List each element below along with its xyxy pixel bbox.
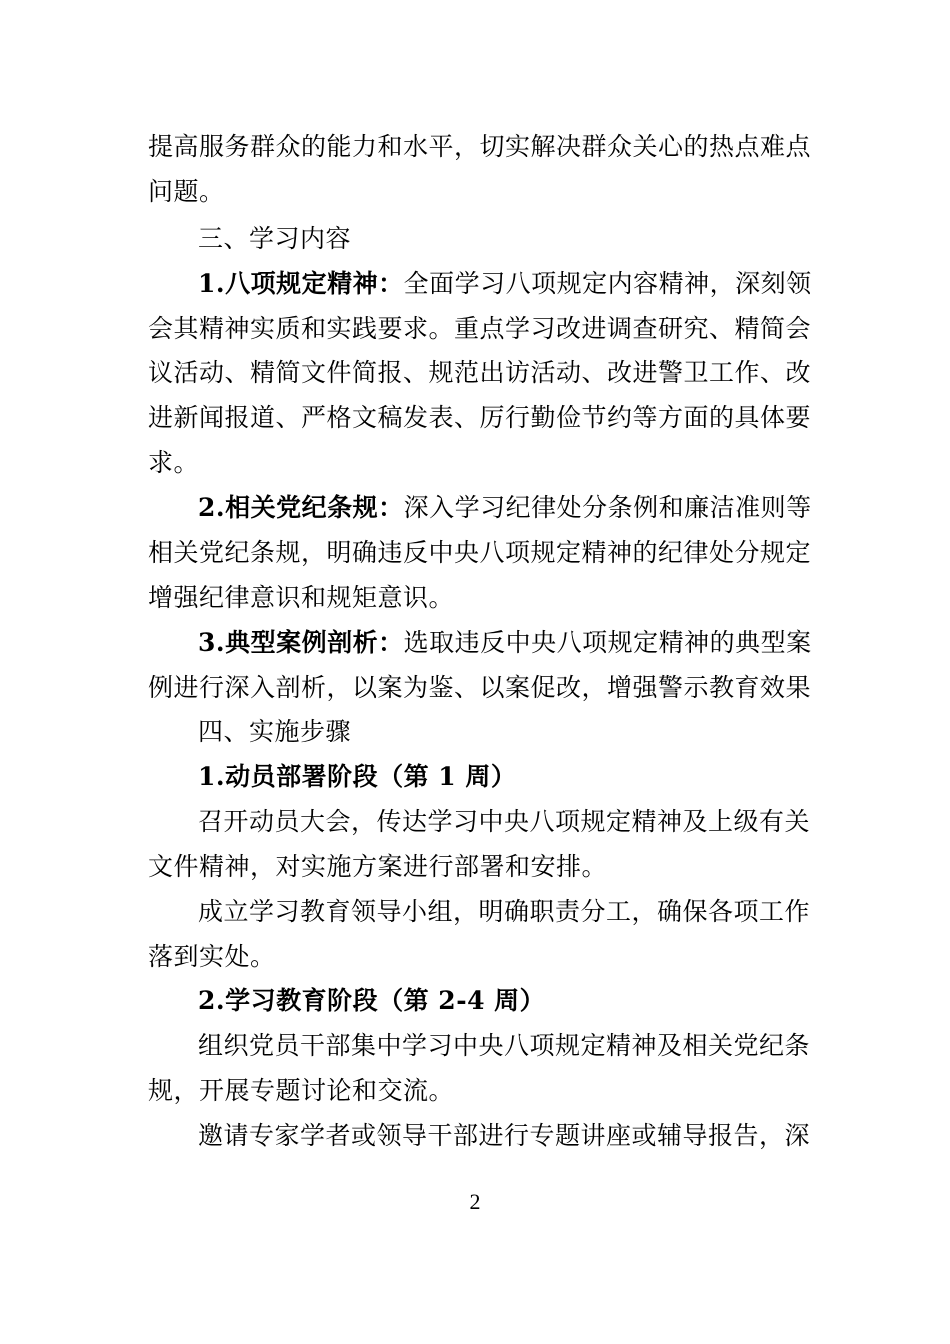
section-heading: 三、学习内容 bbox=[198, 224, 352, 253]
paragraph-line bbox=[198, 269, 812, 299]
paragraph-line: 增强纪律意识和规矩意识。 bbox=[148, 583, 455, 612]
paragraph-line: 召开动员大会，传达学习中央八项规定精神及上级有关 bbox=[198, 807, 811, 836]
item-text: 全面学习八项规定内容精神，深刻领 bbox=[403, 269, 812, 298]
paragraph-line: 进新闻报道、严格文稿发表、厉行勤俭节约等方面的具体要 bbox=[148, 403, 812, 432]
paragraph-line: 落到实处。 bbox=[148, 942, 276, 971]
step-heading: 1.动员部署阶段（第 1 周） bbox=[198, 762, 517, 791]
paragraph-line: 成立学习教育领导小组，明确职责分工，确保各项工作 bbox=[198, 897, 811, 926]
item-title: 2.相关党纪条规： bbox=[198, 493, 404, 522]
step-heading: 2.学习教育阶段（第 2-4 周） bbox=[198, 986, 546, 1015]
item-text: 深入学习纪律处分条例和廉洁准则等 bbox=[403, 493, 812, 522]
item-title: 3.典型案例剖析： bbox=[198, 628, 404, 657]
paragraph-line: 组织党员干部集中学习中央八项规定精神及相关党纪条 bbox=[198, 1031, 811, 1060]
paragraph-line bbox=[198, 493, 812, 523]
item-text: 选取违反中央八项规定精神的典型案 bbox=[403, 628, 812, 657]
page-number: 2 bbox=[469, 1189, 481, 1214]
section-heading: 四、实施步骤 bbox=[198, 717, 352, 746]
paragraph-line: 提高服务群众的能力和水平，切实解决群众关心的热点难点 bbox=[148, 132, 812, 161]
paragraph-line: 文件精神，对实施方案进行部署和安排。 bbox=[148, 852, 608, 881]
paragraph-line: 问题。 bbox=[148, 177, 225, 206]
paragraph-line: 规，开展专题讨论和交流。 bbox=[148, 1076, 455, 1105]
paragraph-line: 例进行深入剖析，以案为鉴、以案促改，增强警示教育效果 bbox=[148, 673, 812, 702]
item-title: 1.八项规定精神： bbox=[198, 269, 404, 298]
paragraph-line: 相关党纪条规，明确违反中央八项规定精神的纪律处分规定 bbox=[148, 538, 812, 567]
paragraph-line bbox=[198, 628, 812, 658]
paragraph-line: 求。 bbox=[148, 448, 200, 477]
paragraph-line: 邀请专家学者或领导干部进行专题讲座或辅导报告，深 bbox=[198, 1121, 811, 1150]
paragraph-line: 会其精神实质和实践要求。重点学习改进调查研究、精简会 bbox=[148, 314, 812, 343]
paragraph-line: 议活动、精简文件简报、规范出访活动、改进警卫工作、改 bbox=[148, 358, 812, 387]
